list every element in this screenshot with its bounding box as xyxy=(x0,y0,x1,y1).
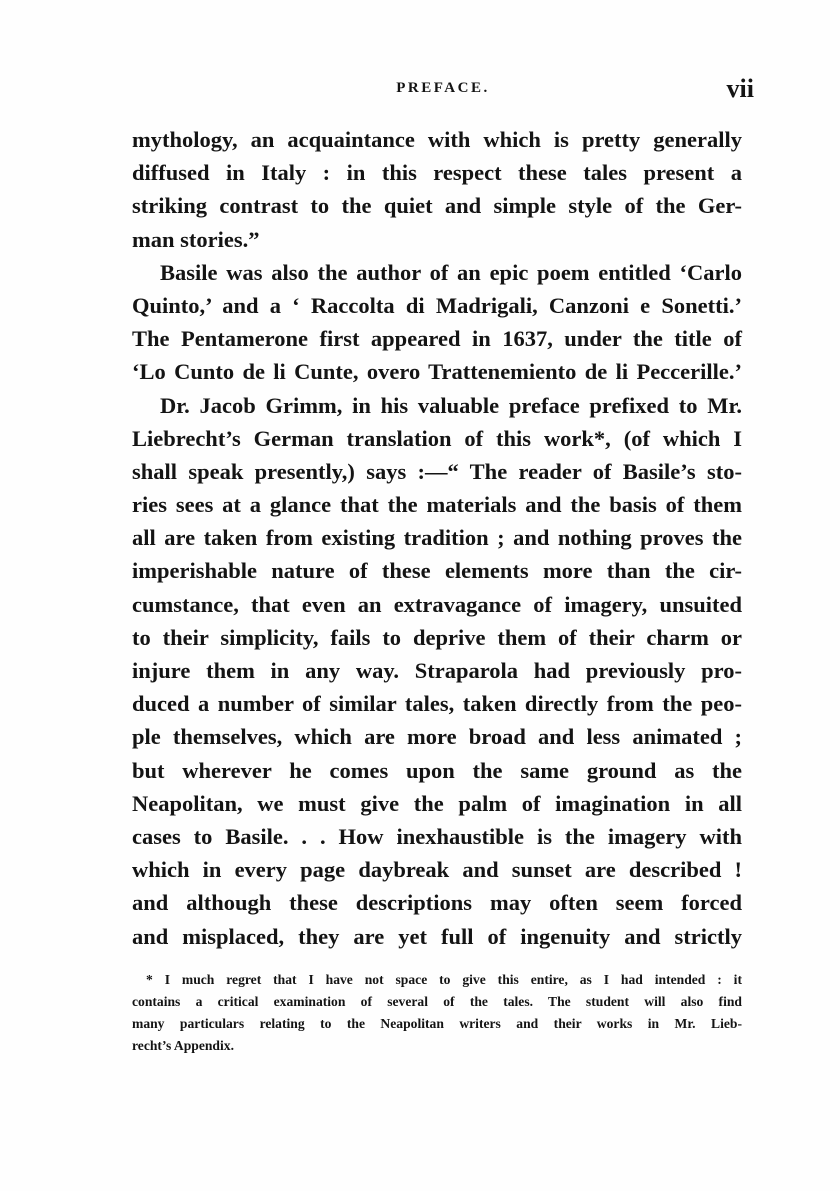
text-line: all are taken from existing tradition ; and nothing proves the xyxy=(132,525,742,551)
text-line: Quinto,’ and a ‘ Raccolta di Madrigali, Canzoni e Sonetti.’ xyxy=(132,292,742,318)
footnote-line: * I much regret that I have not space to give this entire, as I had intended : it xyxy=(146,972,742,987)
text-line: diffused in Italy : in this respect these tales present a xyxy=(132,160,742,186)
text-line: which in every page daybreak and sunset are described ! xyxy=(132,857,742,883)
text-line: duced a number of similar tales, taken directly from the peo- xyxy=(132,691,742,717)
text-line: imperishable nature of these elements more than the cir- xyxy=(132,558,742,584)
text-line: and although these descriptions may often seem forced xyxy=(132,890,742,916)
page-title: PREFACE. xyxy=(396,80,490,96)
text-line: striking contrast to the quiet and simple style of the Ger- xyxy=(132,193,742,219)
text-line: ‘Lo Cunto de li Cunte, overo Trattenemiento de li Peccerille.’ xyxy=(132,359,742,385)
text-line: to their simplicity, fails to deprive them of their charm or xyxy=(132,624,742,650)
text-line: man stories.” xyxy=(132,226,260,252)
text-line: Neapolitan, we must give the palm of imagination in all xyxy=(132,790,742,816)
text-line: injure them in any way. Straparola had previously pro- xyxy=(132,658,742,683)
page-number: vii xyxy=(726,74,754,103)
text-line: The Pentamerone first appeared in 1637, under the title of xyxy=(132,326,742,352)
running-head xyxy=(132,74,754,108)
text-line: ple themselves, which are more broad and less animated ; xyxy=(132,724,742,750)
text-line: shall speak presently,) says :—“ The reader of Basile’s sto- xyxy=(132,458,742,484)
text-line: cases to Basile. . . How inexhaustible is the imagery with xyxy=(132,823,742,849)
text-line: Dr. Jacob Grimm, in his valuable preface prefixed to Mr. xyxy=(160,392,742,418)
text-line: and misplaced, they are yet full of ingenuity and strictly xyxy=(132,923,742,949)
body-text xyxy=(132,123,742,953)
text-line: ries sees at a glance that the materials and the basis of them xyxy=(132,492,742,518)
text-line: cumstance, that even an extravagance of imagery, unsuited xyxy=(132,591,742,617)
text-line: mythology, an acquaintance with which is pretty generally xyxy=(132,127,742,152)
text-line: Liebrecht’s German translation of this work*, (of which I xyxy=(132,425,742,451)
footnote-line: contains a critical examination of several of the tales. The student will also find xyxy=(132,994,742,1009)
text-line: Basile was also the author of an epic poem entitled ‘Carlo xyxy=(160,259,742,285)
footnote xyxy=(132,969,742,1057)
text-line: but wherever he comes upon the same ground as the xyxy=(132,757,742,783)
footnote-line: recht’s Appendix. xyxy=(132,1038,234,1053)
footnote-line: many particulars relating to the Neapolitan writers and their works in Mr. Lieb- xyxy=(132,1016,742,1031)
